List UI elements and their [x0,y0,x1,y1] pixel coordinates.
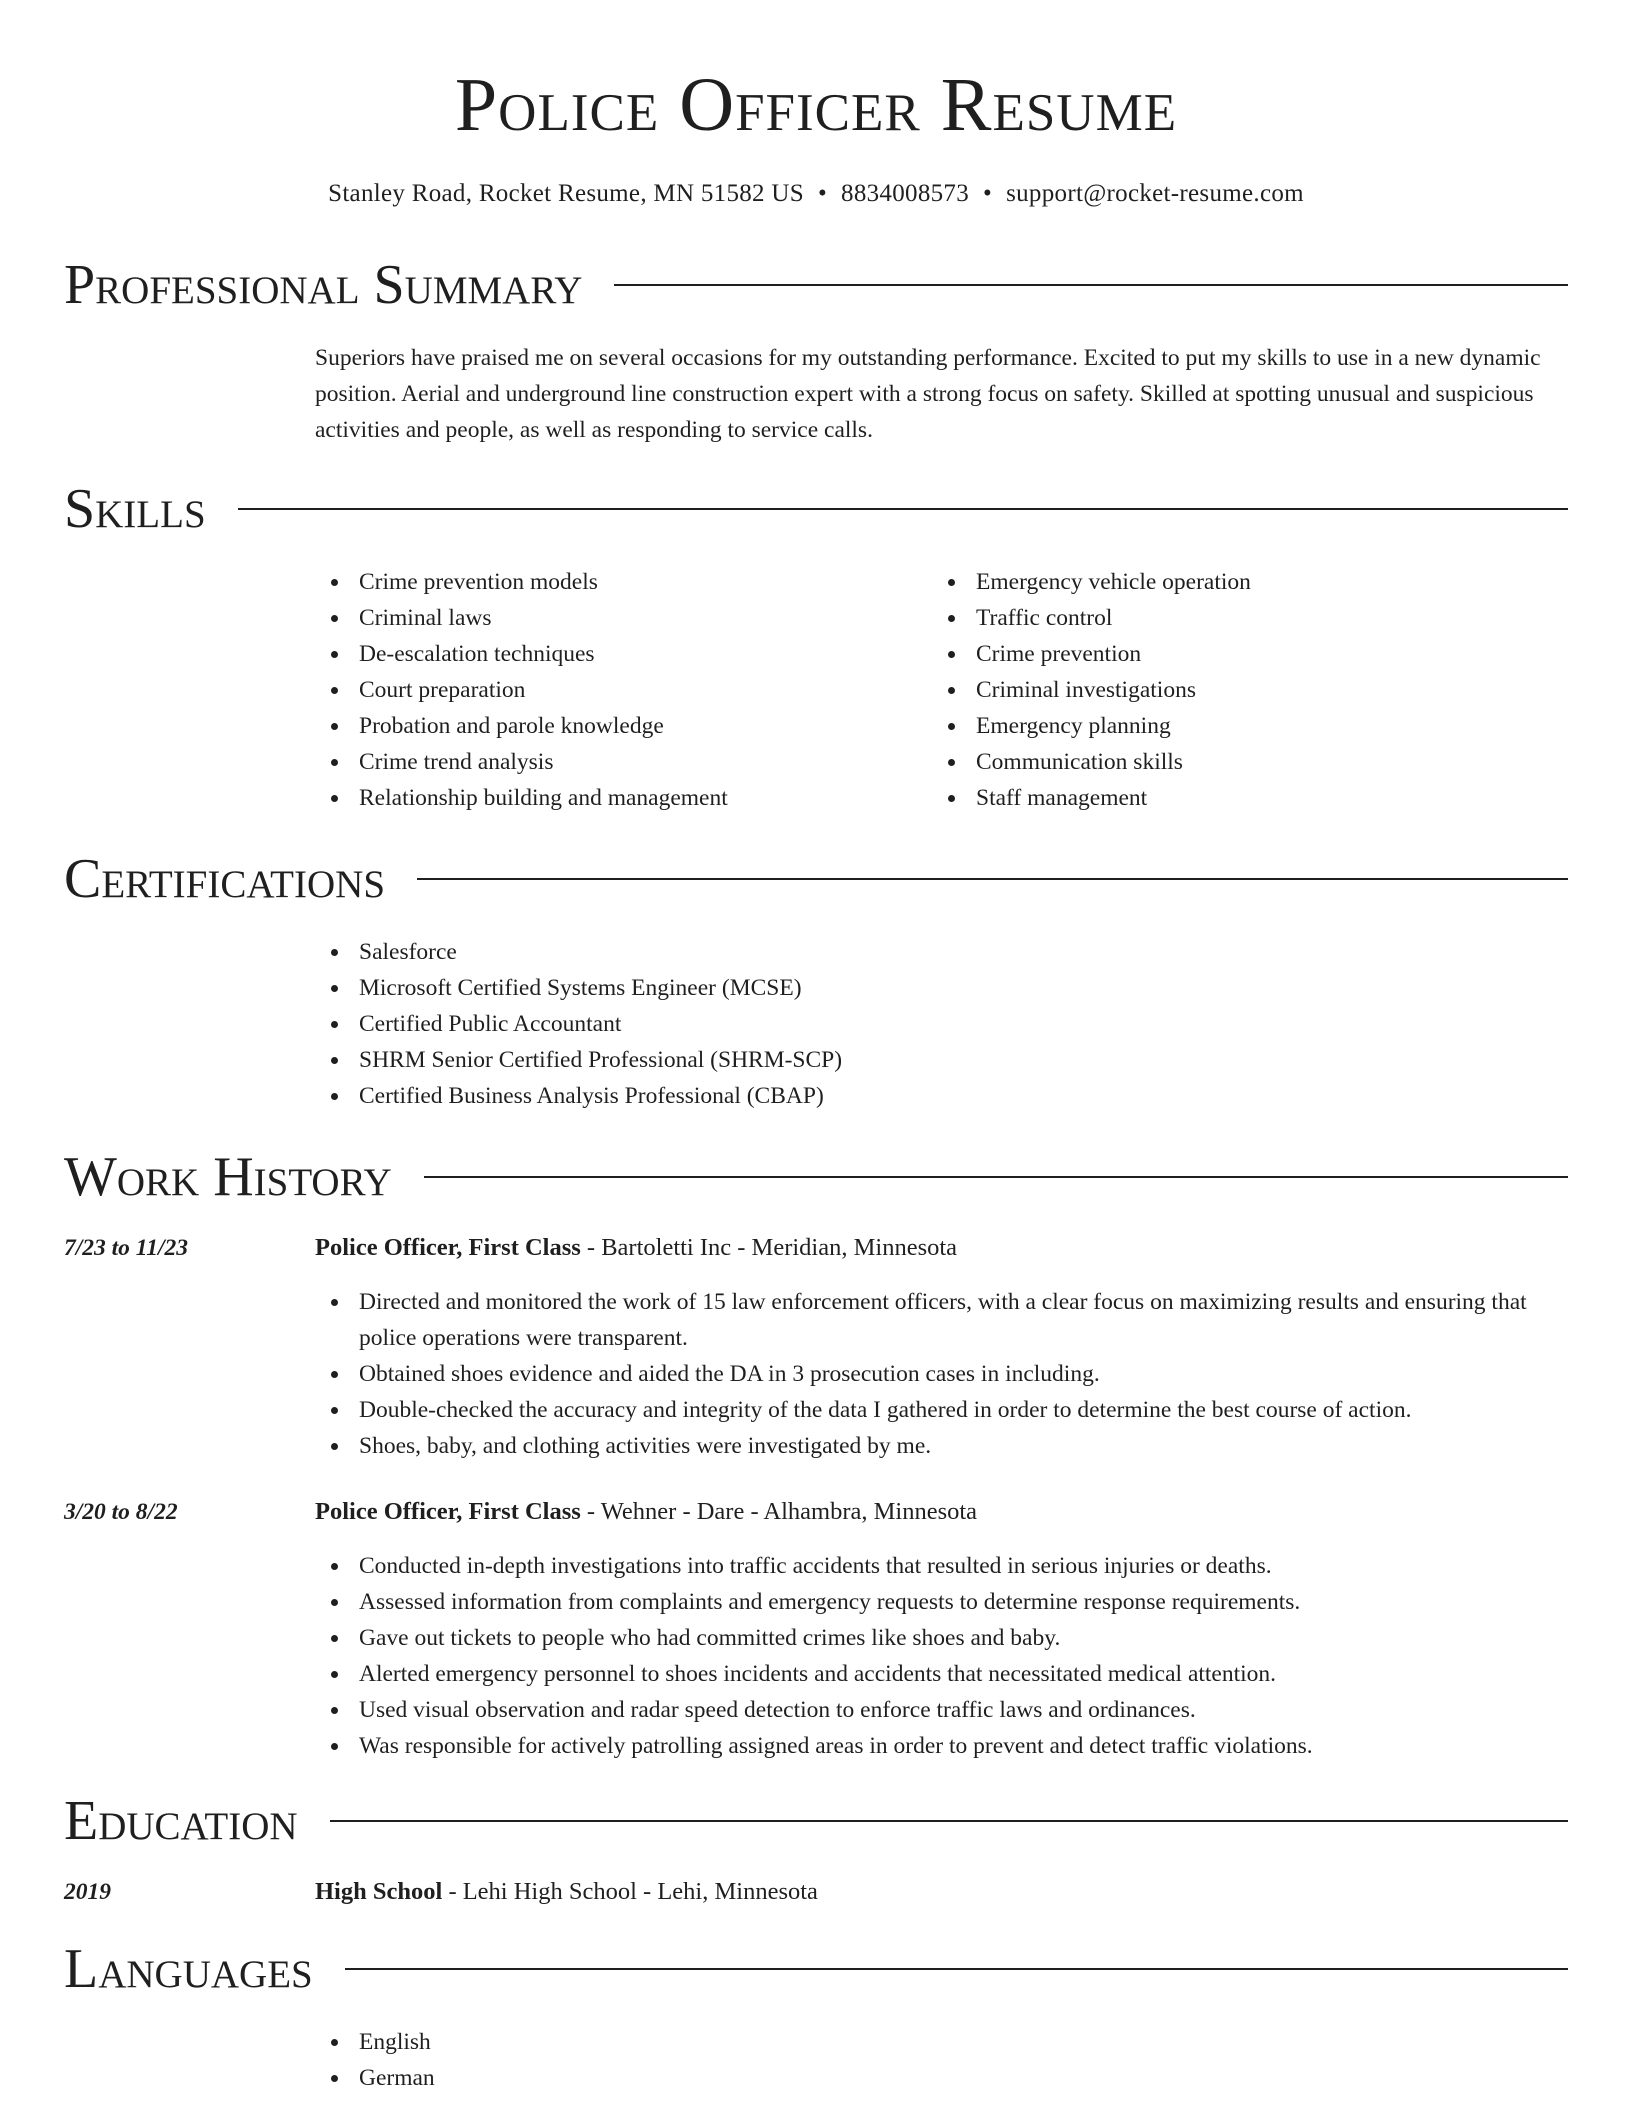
job-employer-location: - Wehner - Dare - Alhambra, Minnesota [580,1498,978,1525]
skills-list-left [315,564,932,816]
contact-address: Stanley Road, Rocket Resume, MN 51582 US [328,180,804,207]
skill-item: Relationship building and management [315,780,932,816]
certification-item: Microsoft Certified Systems Engineer (MCSE) [315,970,1568,1006]
skill-item: Court preparation [315,672,932,708]
job-duties [315,1284,1568,1464]
certification-item: SHRM Senior Certified Professional (SHRM-SCP) [315,1042,1568,1078]
contact-separator: • [817,180,828,207]
summary-section-header [64,250,1568,320]
job-duty-item: Obtained shoes evidence and aided the DA in 3 prosecution cases in including. [315,1356,1568,1392]
certifications-body [315,934,1568,1114]
skill-item: Communication skills [932,744,1549,780]
languages-list [315,2024,1568,2096]
job-entry [64,1230,1568,1464]
job-content [315,1494,1568,1764]
section-divider [238,508,1568,510]
languages-body [315,2024,1568,2096]
job-content [315,1230,1568,1464]
summary-body [315,340,1568,448]
job-header [315,1230,1568,1266]
languages-section-header [64,1934,1568,2004]
certifications-list [315,934,1568,1114]
skill-item: Crime trend analysis [315,744,932,780]
education-entry [64,1874,1568,1910]
contact-phone: 8834008573 [841,180,970,207]
certifications-heading: Certifications [64,848,386,910]
skills-heading: Skills [64,478,206,540]
skill-item: De-escalation techniques [315,636,932,672]
skill-item: Criminal laws [315,600,932,636]
contact-email[interactable]: support@rocket-resume.com [1006,180,1304,207]
section-divider [424,1176,1568,1178]
job-duty-item: Was responsible for actively patrolling assigned areas in order to prevent and detect traffic violations. [315,1728,1568,1764]
skill-item: Staff management [932,780,1549,816]
certification-item: Certified Public Accountant [315,1006,1568,1042]
job-dates: 7/23 to 11/23 [64,1235,189,1261]
skills-list-right [932,564,1549,816]
section-divider [614,284,1568,286]
skill-item: Probation and parole knowledge [315,708,932,744]
language-item: German [315,2060,1568,2096]
job-duty-item: Shoes, baby, and clothing activities were investigated by me. [315,1428,1568,1464]
education-degree: High School [315,1878,443,1905]
work-heading: Work History [64,1146,392,1208]
certifications-section-header [64,844,1568,914]
job-duty-item: Gave out tickets to people who had committed crimes like shoes and baby. [315,1620,1568,1656]
certification-item: Salesforce [315,934,1568,970]
education-heading: Education [64,1790,298,1852]
job-header [315,1494,1568,1530]
education-year: 2019 [64,1879,111,1905]
skill-item: Emergency planning [932,708,1549,744]
job-duties [315,1548,1568,1764]
skill-item: Criminal investigations [932,672,1549,708]
job-duty-item: Double-checked the accuracy and integrity of the data I gathered in order to determine the best course of action. [315,1392,1568,1428]
education-content [315,1874,1568,1910]
section-divider [417,878,1568,880]
skill-item: Crime prevention models [315,564,932,600]
section-divider [330,1820,1568,1822]
skill-item: Crime prevention [932,636,1549,672]
summary-heading: Professional Summary [64,254,583,316]
job-entry [64,1494,1568,1764]
language-item: English [315,2024,1568,2060]
education-school-location: - Lehi High School - Lehi, Minnesota [442,1878,818,1905]
certification-item: Certified Business Analysis Professional (CBAP) [315,1078,1568,1114]
skills-body [315,564,1568,816]
job-employer-location: - Bartoletti Inc - Meridian, Minnesota [580,1234,958,1261]
contact-line [0,180,1632,208]
resume-title: Police Officer Resume [454,63,1178,147]
skill-item: Emergency vehicle operation [932,564,1549,600]
job-duty-item: Assessed information from complaints and emergency requests to determine response requirements. [315,1584,1568,1620]
work-section-header [64,1142,1568,1212]
job-duty-item: Used visual observation and radar speed detection to enforce traffic laws and ordinances. [315,1692,1568,1728]
job-title: Police Officer, First Class [315,1234,581,1261]
job-dates: 3/20 to 8/22 [64,1499,178,1525]
job-duty-item: Alerted emergency personnel to shoes incidents and accidents that necessitated medical attention. [315,1656,1568,1692]
education-section-header [64,1786,1568,1856]
job-duty-item: Directed and monitored the work of 15 law enforcement officers, with a clear focus on maximizing results and ensuring that police operations were transparent. [315,1284,1568,1356]
contact-separator: • [983,180,993,207]
education-header [315,1874,1568,1910]
job-duty-item: Conducted in-depth investigations into traffic accidents that resulted in serious injuries or deaths. [315,1548,1568,1584]
skill-item: Traffic control [932,600,1549,636]
skills-section-header [64,474,1568,544]
job-title: Police Officer, First Class [315,1498,581,1525]
section-divider [345,1968,1568,1970]
languages-heading: Languages [64,1938,313,2000]
summary-text: Superiors have praised me on several occasions for my outstanding performance. Excited to put my skills to use in a new dynamic position. Aerial and underground line construction expert with a strong focus on safety. Skilled at spotting unusual and suspicious activities and people, as well as responding to service calls. [315,345,1541,443]
